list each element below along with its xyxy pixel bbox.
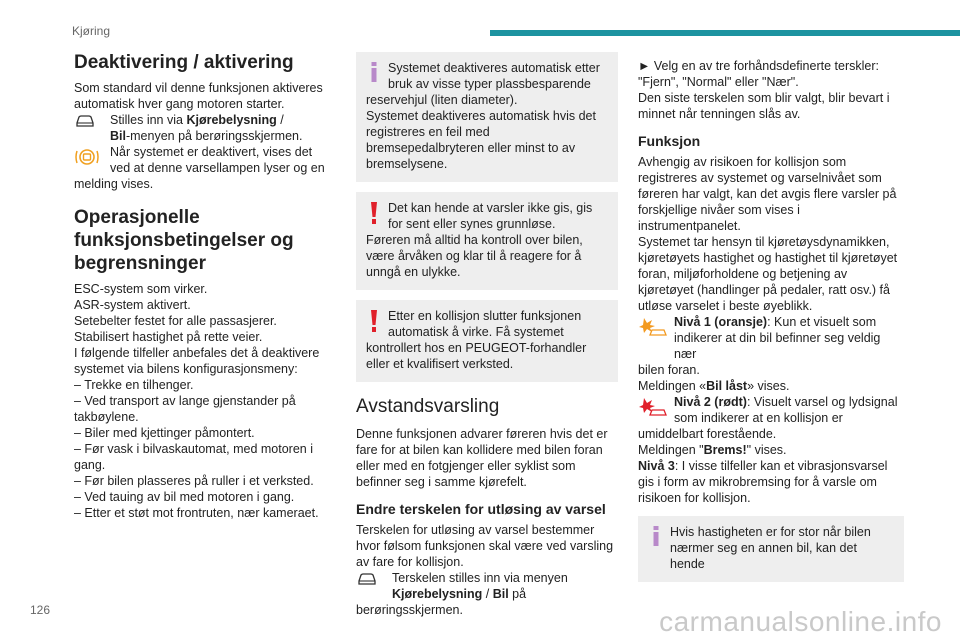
exclamation-icon: [370, 202, 378, 228]
warning-note-2: Etter en kollisjon slutter funksjonen automatisk å virke. Få systemet kontrollert hos en PEUGEOT-forhandler eller et kvalifisert verksted.: [356, 300, 618, 382]
heading-operasjonelle: Operasjonelle funksjonsbetingelser og begrensninger: [74, 207, 294, 274]
level-1-line: Nivå 1 (oransje): Kun et visuelt som indikerer at din bil befinner seg veldig nær: [638, 314, 904, 362]
heading-funksjon: Funksjon: [638, 133, 701, 149]
paragraph-default: Som standard vil denne funksjonen aktiveres automatisk hver gang motoren starter.: [74, 81, 323, 111]
page-number: 126: [30, 603, 51, 617]
column-3: ► Velg en av tre forhåndsdefinerte terskler: "Fjern", "Normal" eller "Nær". Den siste terskelen som blir valgt, blir bevart i minnet når tenningen slås av. Funksjon Avhengig av risikoen for kollisjon som registreres av systemet og varselnivået som føreren har valgt, kan det avgis flere varsler på forskjellige nivåer som vises i instrumentpanelet. Systemet tar hensyn til kjøretøysdynamikken, kjøretøyets hastighet og hastighet til kjøretøyet foran, miljøforholdene og betjening av kjøretøyet (handlinger på pedaler, ratt osv.) få utløse varselet i beste øyeblikk. Nivå 1 (oransje): Kun et visuelt som indikerer at din bil befinner seg veldig nær bilen foran. Meldingen «Bil låst» vises. Nivå 2 (rødt): Visuelt varsel og lydsignal som indikerer at en kollisjon er umiddelbart forestående. Meldingen "Brems!" vises. Nivå 3: I visse tilfeller kan et vibrasjonsvarsel gis i form av mikrobremsing for å varsle om risikoen for kollisjon. Hvis hastigheten er for stor når bilen nærmer seg en annen bil, kan det hende: [638, 58, 904, 592]
info-icon: [652, 526, 660, 550]
header-accent-bar: [490, 30, 960, 36]
column-1: Deaktivering / aktivering Som standard vil denne funksjonen aktiveres automatisk hver gang motoren starter. Stilles inn via Kjørebelysning / Bil-menyen på berøringsskjermen. Når systemet er deaktivert, vises det ved at denne varsellampen lyser og en melding vises. Operasjonelle funksjonsbetingelser og begrensninger ESC-system som virker. ASR-system aktivert. Setebelter festet for alle passasjerer. Stabilisert hastighet på rette veier. I følgende tilfeller anbefales det å deaktivere systemet via bilens konfigurasjonsmeny: – Trekke en tilhenger. – Ved transport av lange gjenstander på takbøylene. – Biler med kjettinger påmontert. – Før vask i bilvaskautomat, med motoren i gang. – Før bilen plasseres på ruller i et verksted. – Ved tauing av bil med motoren i gang. – Etter et støt mot frontruten, nær kameraet.: [74, 52, 332, 521]
heading-endre-terskelen: Endre terskelen for utløsing av varsel: [356, 501, 606, 517]
watermark: carmanualsonline.info: [659, 606, 942, 637]
car-icon: [74, 112, 110, 128]
car-settings-line-2: Terskelen stilles inn via menyen Kjørebelysning / Bil på: [356, 570, 618, 602]
exclamation-icon: [370, 310, 378, 336]
info-note-1: Systemet deaktiveres automatisk etter bruk av visse typer plassbesparende reservehjul (liten diameter). Systemet deaktiveres automatisk hvis det registreres en feil med bremsepedalbryteren eller minst to av bremselysene.: [356, 52, 618, 182]
collision-alert-orange-icon: [638, 314, 674, 338]
warning-lamp-icon: [74, 144, 110, 168]
collision-alert-red-icon: [638, 394, 674, 418]
car-settings-line: Stilles inn via Kjørebelysning / Bil-menyen på berøringsskjermen.: [74, 112, 332, 144]
car-icon: [356, 570, 392, 586]
header-section-label: Kjøring: [72, 24, 111, 38]
level-2-line: Nivå 2 (rødt): Visuelt varsel og lydsignal som indikerer at en kollisjon er: [638, 394, 904, 426]
warning-lamp-line: Når systemet er deaktivert, vises det ved at denne varsellampen lyser og en: [74, 144, 332, 176]
column-2: Systemet deaktiveres automatisk etter bruk av visse typer plassbesparende reservehjul (liten diameter). Systemet deaktiveres automatisk hvis det registreres en feil med bremsepedalbryteren eller minst to av bremselysene. Det kan hende at varsler ikke gis, gis for sent eller synes grunnløse. Føreren må alltid ha kontroll over bilen, være årvåken og klar til å reagere for å unngå en ulykke. Etter en kollisjon slutter funksjonen automatisk å virke. Få systemet kontrollert hos en PEUGEOT-forhandler eller et kvalifisert verksted. Avstandsvarsling Denne funksjonen advarer føreren hvis det er fare for at bilen kan kollidere med bilen foran eller med en fotgjenger eller syklist som befinner seg i samme kjørefelt. Endre terskelen for utløsing av varsel Terskelen for utløsing av varsel bestemmer hvor følsom funksjonen skal være ved varsling av fare for kollisjon. Terskelen stilles inn via menyen Kjørebelysning / Bil på berøringsskjermen.: [356, 52, 618, 618]
heading-deaktivering: Deaktivering / aktivering: [74, 52, 294, 73]
warning-note-1: Det kan hende at varsler ikke gis, gis for sent eller synes grunnløse. Føreren må alltid ha kontroll over bilen, være årvåken og klar til å reagere for å unngå en ulykke.: [356, 192, 618, 290]
info-icon: [370, 62, 378, 86]
info-note-2: Hvis hastigheten er for stor når bilen nærmer seg en annen bil, kan det hende: [638, 516, 904, 582]
heading-avstandsvarsling: Avstandsvarsling: [356, 396, 500, 417]
